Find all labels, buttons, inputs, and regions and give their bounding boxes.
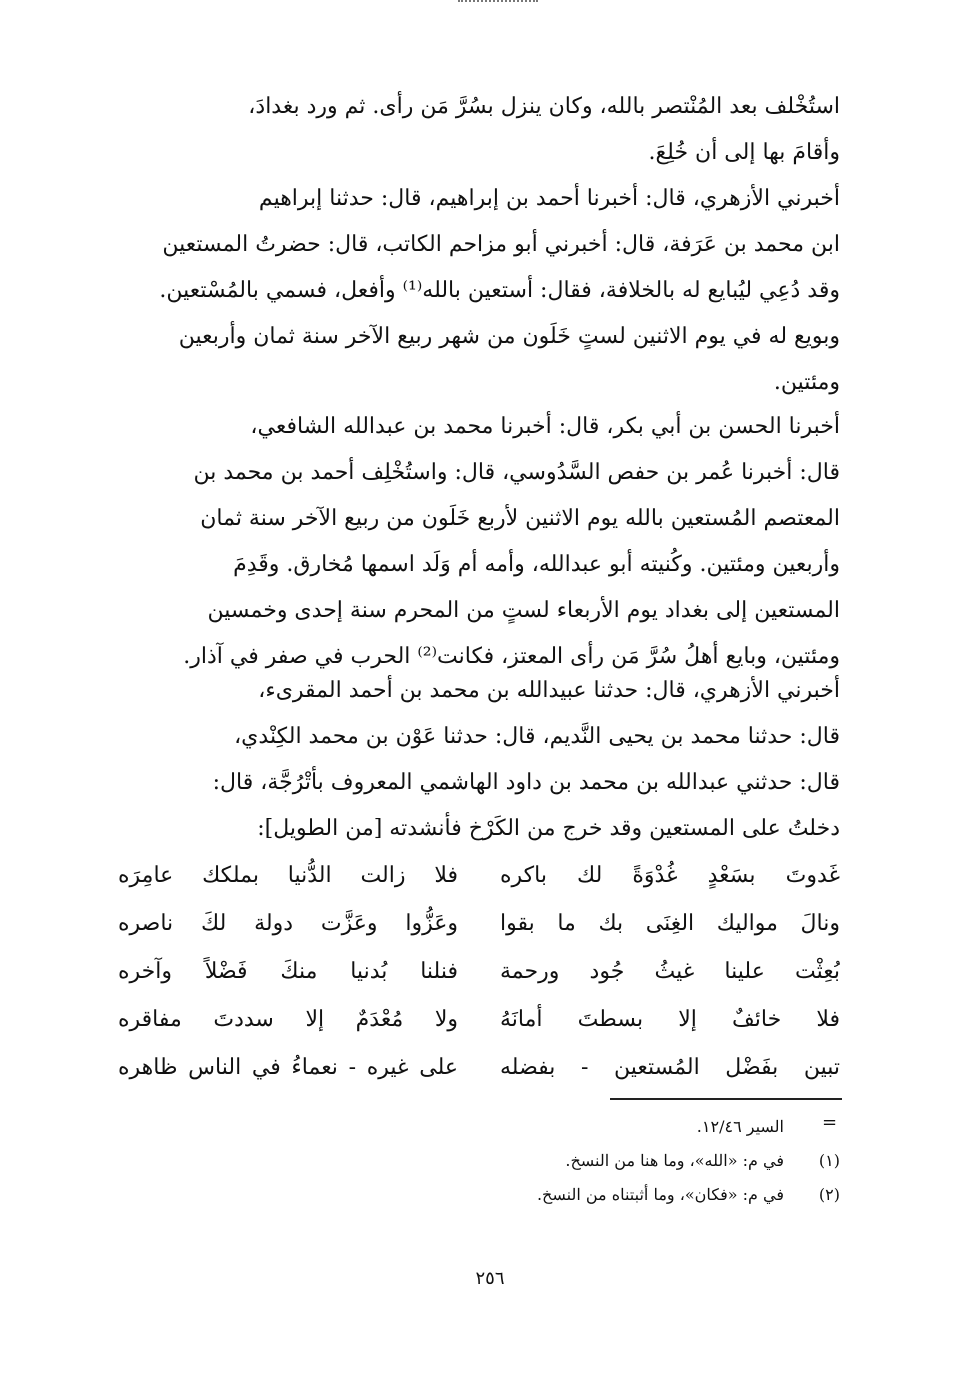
text-line: ومئتين، وبايع أهلُ سُرَّ مَن رأى المعتز، فكانت⁽²⁾ الحرب في صفر في آذار.	[183, 644, 840, 669]
poem-verse	[118, 948, 840, 996]
continuation-mark: =	[822, 1112, 838, 1133]
text-line: قال: حدثنا محمد بن يحيى النَّديم، قال: حدثنا عَوْن بن محمد الكِنْدي،	[234, 724, 840, 749]
text-line: المعتصم المُستعين بالله يوم الاثنين لأربع خَلَون من ربيع الآخر سنة ثمان	[200, 506, 840, 531]
paragraph-3	[120, 404, 840, 680]
text-line: قال: حدثني عبدالله بن محمد بن داود الهاشمي المعروف بأتْرُجَّة، قال:	[212, 770, 840, 795]
footnote-text: في م: «الله»، وما هنا من النسخ.	[565, 1151, 784, 1170]
text-line: دخلتُ على المستعين وقد خرج من الكَرْخ فأنشدته [من الطويل]:	[257, 816, 840, 841]
verse-first-hemistich: بُعِثْت علينا غيثُ جُود ورحمة	[500, 959, 840, 984]
text-line: ابن محمد بن عَرَفة، قال: أخبرني أبو مزاحم الكاتب، قال: حضرتُ المستعين	[162, 232, 840, 257]
poem-verse	[118, 996, 840, 1044]
verse-first-hemistich: تبين بفَضْل المُستعين - بفضله	[500, 1055, 840, 1080]
text-line: قال: أخبرنا عُمر بن حفص السَّدُوسي، قال: واستُخْلِف أحمد بن محمد بن	[193, 460, 840, 485]
footnote	[420, 1144, 840, 1178]
verse-first-hemistich: غَدوتَ بسَعْدٍ غُدْوَةً لك باكره	[500, 863, 840, 888]
footnote-divider	[610, 1098, 842, 1100]
text-line: استُخْلف بعد المُنْتصر بالله، وكان ينزل بسُرَّ مَن رأى. ثم ورد بغدادَ،	[248, 94, 840, 119]
text-line: ومئتين.	[773, 370, 840, 395]
poem-verse	[118, 900, 840, 948]
text-line: وأقامَ بها إلى أن خُلِعَ.	[648, 140, 840, 165]
verse-second-hemistich: فلا زالت الدُّنيا بملكك عامِرَه	[118, 863, 458, 888]
verse-second-hemistich: ولا مُعْدَمٌ إلا سددتَ مفاقره	[118, 1007, 458, 1032]
text-line: أخبرنا الحسن بن أبي بكر، قال: أخبرنا محمد بن عبدالله الشافعي،	[250, 414, 840, 439]
footnote-number: (١)	[818, 1151, 840, 1170]
page-number: ٢٥٦	[475, 1268, 505, 1289]
verse-second-hemistich: فنلنا بُدنيا منكَ فَضْلاً وآخره	[118, 959, 458, 984]
paragraph-2	[120, 176, 840, 406]
footnote-number: (٢)	[818, 1185, 840, 1204]
verse-second-hemistich: على غيره - نعماءُ في الناس ظاهره	[118, 1055, 458, 1080]
verse-second-hemistich: وعَزُّوا وعَزَّت دولة لكَ ناصره	[118, 911, 458, 936]
footnotes	[420, 1110, 840, 1212]
top-dotted-mark	[458, 0, 538, 8]
paragraph-4	[120, 668, 840, 852]
poem	[118, 852, 840, 1092]
footnote	[420, 1178, 840, 1212]
paragraph-1	[120, 84, 840, 176]
text-line: المستعين إلى بغداد يوم الأربعاء لستٍ من المحرم سنة إحدى وخمسين	[207, 598, 840, 623]
poem-verse	[118, 1044, 840, 1092]
footnote-text: في م: «فكان»، وما أثبتناه من النسخ.	[536, 1185, 784, 1204]
footnote-text: السير ١٢/٤٦.	[696, 1117, 784, 1136]
verse-first-hemistich: ونالَ مواليك الغِنَى بك ما بقوا	[500, 911, 840, 936]
text-line: وأربعين ومئتين. وكُنيته أبو عبدالله، وأمه أم وَلَد اسمها مُخارق. وقَدِمَ	[233, 552, 840, 577]
footnote-continuation	[420, 1110, 840, 1144]
verse-first-hemistich: فلا خائفٌ إلا بسطتَ أمانَهُ	[500, 1007, 840, 1032]
poem-verse	[118, 852, 840, 900]
text-line: وبويع له في يوم الاثنين لستٍ خَلَون من شهر ربيع الآخر سنة ثمان وأربعين	[178, 324, 840, 349]
text-line: وقد دُعِي ليُبايع له بالخلافة، فقال: أستعين بالله⁽¹⁾ وأفعل، فسمي بالمُسْتعين.	[159, 278, 840, 303]
text-line: أخبرني الأزهري، قال: أخبرنا أحمد بن إبراهيم، قال: حدثنا إبراهيم	[258, 186, 840, 211]
text-line: أخبرني الأزهري، قال: حدثنا عبيدالله بن محمد بن أحمد المقرىء،	[258, 678, 840, 703]
